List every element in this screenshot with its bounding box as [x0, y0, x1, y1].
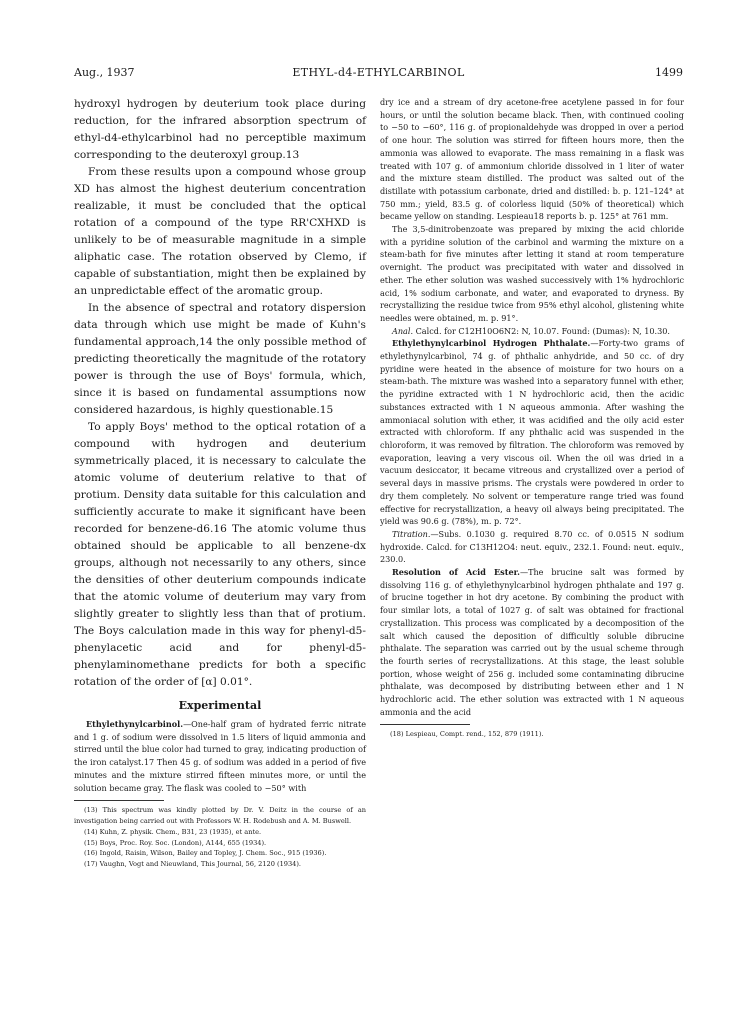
right-column: [380, 96, 684, 740]
footnote: (18) Lespieau, Compt. rend., 152, 879 (1911).: [390, 730, 544, 739]
paragraph: The 3,5-dinitrobenzoate was prepared by mixing the acid chloride with a pyridine solution of the carbinol and warming the mixture on a steam-bath for five minutes after letting it stand at room temperature overnight. The product was precipitated with water and dissolved in ether. The ether solution was washed successively with 1% hydrochloric acid, 1% sodium carbonate, and water, and evaporated to dryness. By recrystallizing the residue twice from 95% ethyl alcohol, glistening white needles were obtained, m. p. 91°.: [380, 224, 684, 323]
paragraph: In the absence of spectral and rotatory dispersion data through which use might be made of Kuhn's fundamental approach,14 the only possible method of predicting theoretically the magnitude of the rotatory power is through the use of Boys' formula, which, since it is based on fundamental assumptions now considered hazardous, is highly questionable.15: [74, 302, 366, 416]
paragraph: dry ice and a stream of dry acetone-free acetylene passed in for four hours, or until the solution became black. Then, with continued cooling to −50 to −60°, 116 g. of propionaldehyde was dropped in over a period of one hour. The solution was stirred for fifteen hours more, then the ammonia was allowed to evaporate. The mass remaining in a flask was treated with 107 g. of ammonium chloride dissolved in 1 liter of water and the mixture steam distilled. The product was salted out of the distillate with potassium carbonate, dried and distilled: b. p. 121–124° at 750 mm.; yield, 83.5 g. of colorless liquid (50% of theoretical) which became yellow on standing. Lespieau18 reports b. p. 125° at 761 mm.: [380, 97, 684, 222]
paragraph-body: —One-half gram of hydrated ferric nitrate and 1 g. of sodium were dissolved in 1.5 liters of liquid ammonia and stirred until the blue color had turned to gray, indicating production of the iron catalyst.17 Then 45 g. of sodium was added in a period of five minutes and the mixture stirred fifteen minutes more, or until the solution became gray. The flask was cooled to −50° with: [74, 719, 366, 793]
analysis-line: [380, 325, 684, 338]
footnote: (16) Ingold, Raisin, Wilson, Bailey and Topley, J. Chem. Soc., 915 (1936).: [84, 849, 327, 858]
footnote: (13) This spectrum was kindly plotted by Dr. V. Deitz in the course of an investigation being carried out with Professors W. H. Rodebush and A. M. Buswell.: [74, 806, 366, 826]
footnote-rule: [380, 724, 470, 725]
run-in-heading: Ethylethynylcarbinol.: [86, 719, 184, 729]
titration-label: Titration.: [392, 528, 431, 539]
paragraph-body: —The brucine salt was formed by dissolving 116 g. of ethylethynylcarbinol hydrogen phthalate and 197 g. of brucine together in hot dry acetone. By combining the product with four similar lots, a total of 1027 g. of salt was obtained for fractional crystallization. This process was complicated by a decomposition of the salt which caused the deposition of difficultly soluble dibrucine phthalate. The separation was carried out by the usual scheme through the fourth series of recrystallizations. At this stage, the least soluble portion, whose weight of 256 g. included some contaminating dibrucine phthalate, was decomposed by distributing between ether and 1 N hydrochloric acid. The ether solution was extracted with 1 N aqueous ammonia and the acid: [380, 567, 684, 717]
paragraph: [380, 337, 684, 528]
paragraph-body: —Forty-two grams of ethylethynylcarbinol, 74 g. of phthalic anhydride, and 50 cc. of dry pyridine were heated in the absence of moisture for two hours on a steam-bath. The mixture was washed into a separatory funnel with ether, the pyridine extracted with 1 N hydrochloric acid, then the acidic substances extracted with 1 N aqueous ammonia. After washing the ammoniacal solution with ether, it was acidified and the oily acid ester extracted with chloroform. If any phthalic acid was suspended in the chloroform, it was removed by filtration. The chloroform was removed by evaporation, leaving a very viscous oil. When the oil was dried in a vacuum desiccator, it became vitreous and crystallized over a period of several days in massive prisms. The crystals were powdered in order to dry them completely. No solvent or temperature range tried was found effective for recrystallization, a heavy oil always being precipitated. The yield was 90.6 g. (78%), m. p. 72°.: [380, 338, 684, 527]
analysis-label: Anal.: [392, 325, 414, 336]
paragraph: From these results upon a compound whose group XD has almost the highest deuterium concentration realizable, it must be concluded that the optical rotation of a compound of the type RR'CXHXD is unlikely to be of measurable magnitude in a simple aliphatic case. The rotation observed by Clemo, if capable of substantiation, might then be explained by an unpredictable effect of the aromatic group.: [74, 166, 366, 297]
paragraph: hydroxyl hydrogen by deuterium took place during reduction, for the infrared absorption spectrum of ethyl-d4-ethylcarbinol had no perceptible maximum corresponding to the deuteroxyl group.13: [74, 98, 366, 161]
titration-text: —Subs. 0.1030 g. required 8.70 cc. of 0.0515 N sodium hydroxide. Calcd. for C13H12O4: neut. equiv., 232.1. Found: neut. equiv., 230.0.: [380, 528, 684, 565]
running-header: [74, 66, 683, 84]
header-title: ETHYL-d4-ETHYLCARBINOL: [292, 66, 465, 79]
left-column: [74, 96, 366, 870]
footnote: (15) Boys, Proc. Roy. Soc. (London), A144, 655 (1934).: [84, 838, 267, 847]
header-date: Aug., 1937: [74, 66, 135, 79]
section-title: Experimental: [178, 699, 262, 712]
paragraph: To apply Boys' method to the optical rotation of a compound with hydrogen and deuterium symmetrically placed, it is necessary to calculate the atomic volume of deuterium relative to that of protium. Density data suitable for this calculation and sufficiently accurate to make it significant have been recorded for benzene-d6.16 The atomic volume thus obtained should be applicable to all benzene-dx groups, although not necessarily to any others, since the densities of other deuterium compounds indicate that the atomic volume of deuterium may vary from slightly greater to slightly less than that of protium. The Boys calculation made in this way for phenyl-d5-phenylacetic acid and for phenyl-d5-phenylaminomethane predicts for both a specific rotation of the order of [α] 0.01°.: [74, 421, 366, 688]
analysis-text: Calcd. for C12H10O6N2: N, 10.07. Found: (Dumas): N, 10.30.: [413, 325, 670, 336]
run-in-heading: Ethylethynylcarbinol Hydrogen Phthalate.: [392, 338, 591, 349]
footnote: (17) Vaughn, Vogt and Nieuwland, This Journal, 56, 2120 (1934).: [84, 860, 302, 869]
page-number: 1499: [655, 66, 683, 79]
experimental-paragraph: [74, 718, 366, 794]
run-in-heading: Resolution of Acid Ester.: [392, 567, 520, 578]
footnote-rule: [74, 800, 164, 801]
titration-line: [380, 528, 684, 566]
footnote: (14) Kuhn, Z. physik. Chem., B31, 23 (1935), et ante.: [84, 827, 262, 836]
paragraph: [380, 566, 684, 718]
